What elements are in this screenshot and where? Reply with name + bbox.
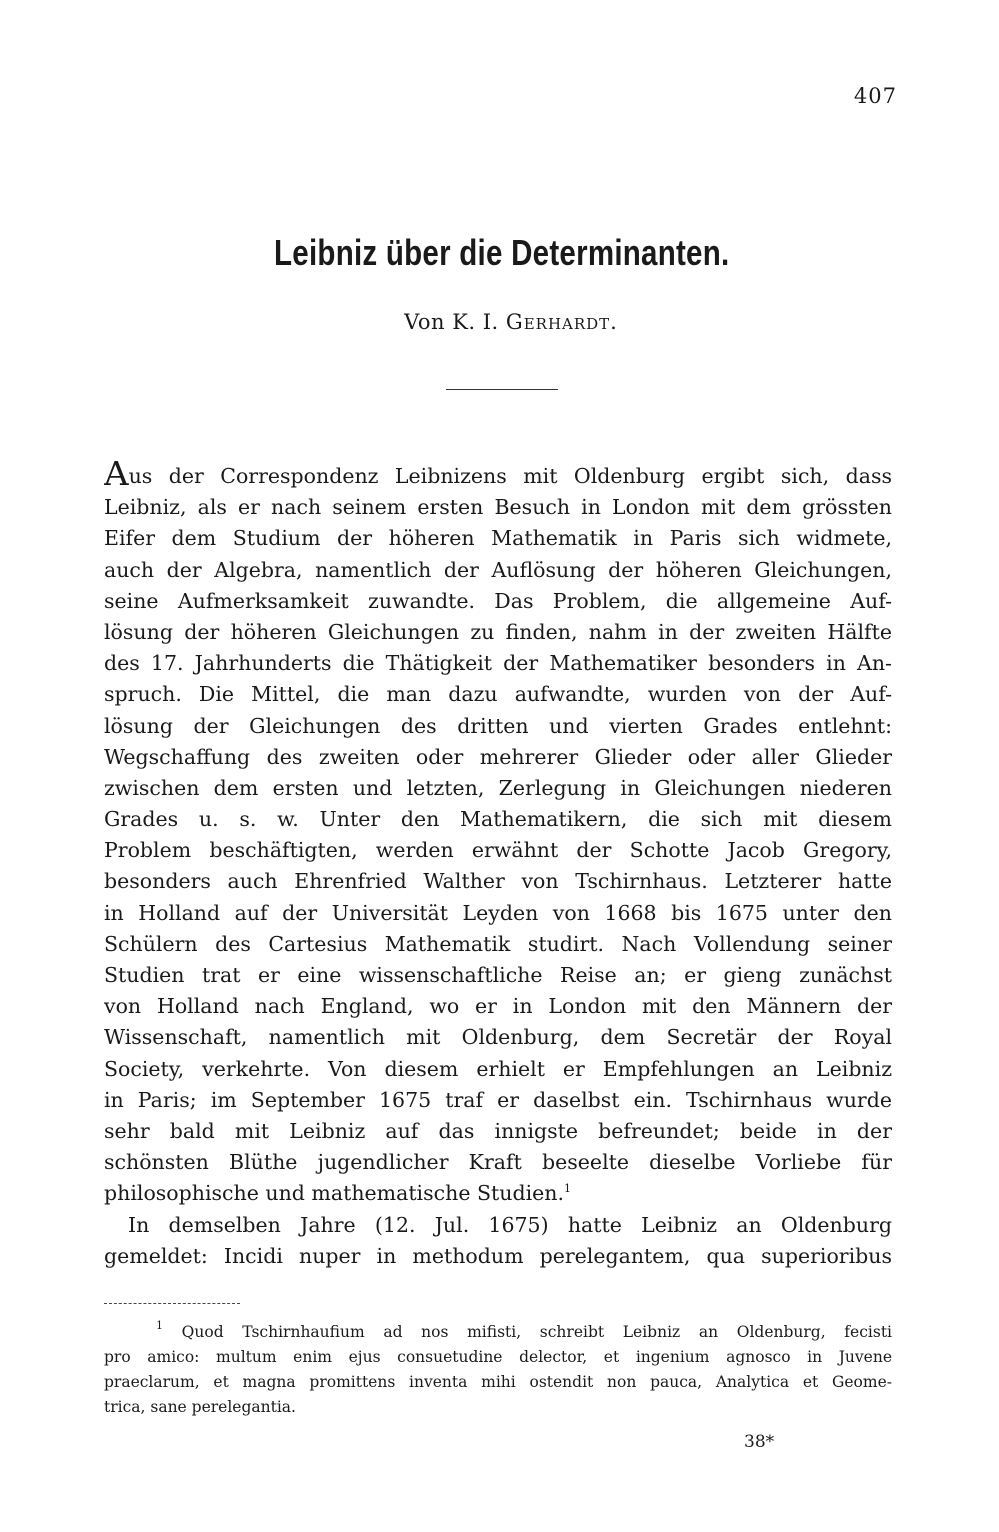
body-line: von Holland nach England, wo er in London mit den Männern der (104, 994, 892, 1019)
signature-mark: 38* (744, 1432, 775, 1452)
footnote-line (104, 1320, 892, 1345)
article-title: Leibniz über die Determinanten. (274, 232, 730, 273)
body-line: zwischen dem ersten und letzten, Zerlegung in Gleichungen niederen (104, 775, 892, 800)
body-line: spruch. Die Mittel, die man dazu aufwandte, wurden von der Auf- (104, 682, 892, 707)
body-line: Wissenschaft, namentlich mit Oldenburg, dem Secretär der Royal (104, 1025, 892, 1050)
body-line: Eifer dem Studium der höheren Mathematik in Paris sich widmete, (104, 526, 892, 551)
footnote-line: pro amico: multum enim ejus consuetudine delector, et ingenium agnosco in Juvene (104, 1348, 892, 1366)
footnote-line-text: Quod Tschirnhaufium ad nos mifisti, schreibt Leibniz an Oldenburg, fecisti (181, 1323, 892, 1341)
footnote-reference[interactable]: 1 (563, 1182, 571, 1196)
body-line: Society, verkehrte. Von diesem erhielt er Empfehlungen an Leibniz (104, 1056, 892, 1081)
footnote (104, 1320, 892, 1420)
footnote-rule (104, 1303, 240, 1304)
body-line-text: philosophische und mathematische Studien. (104, 1181, 564, 1206)
body-line: seine Aufmerksamkeit zuwandte. Das Problem, die allgemeine Auf- (104, 588, 892, 613)
body-line: In demselben Jahre (12. Jul. 1675) hatte Leibniz an Oldenburg (128, 1212, 892, 1237)
body-line-text: us der Correspondenz Leibnizens mit Oldenburg ergibt sich, dass (128, 464, 892, 488)
body-line (104, 461, 892, 492)
drop-cap: A (104, 461, 129, 493)
body-line: in Holland auf der Universität Leyden von 1668 bis 1675 unter den (104, 900, 892, 925)
body-line: Studien trat er eine wissenschaftliche Reise an; er gieng zunächst (104, 963, 892, 987)
body-line: Schülern des Cartesius Mathematik studirt. Nach Vollendung seiner (104, 931, 892, 956)
footnote-marker: 1 (156, 1320, 163, 1332)
body-line: in Paris; im September 1675 traf er daselbst ein. Tschirnhaus wurde (104, 1087, 892, 1112)
body-line: Wegschaffung des zweiten oder mehrerer Glieder oder aller Glieder (104, 744, 892, 769)
title-rule (446, 389, 558, 390)
body-line: schönsten Blüthe jugendlicher Kraft beseelte dieselbe Vorliebe für (104, 1150, 892, 1175)
body-line (104, 1178, 892, 1209)
body-line: besonders auch Ehrenfried Walther von Tschirnhaus. Letzterer hatte (104, 869, 892, 894)
byline (0, 310, 999, 334)
byline-prefix: Von K. I. (404, 310, 499, 334)
body-line: gemeldet: Incidi nuper in methodum perelegantem, qua superioribus (104, 1243, 892, 1268)
body-line: Problem beschäftigten, werden erwähnt der Schotte Jacob Gregory, (104, 838, 892, 863)
body-line: Grades u. s. w. Unter den Mathematikern, die sich mit diesem (104, 807, 892, 832)
body-line: lösung der höheren Gleichungen zu finden, nahm in der zweiten Hälfte (104, 619, 892, 644)
byline-author: Gerhardt. (505, 310, 618, 334)
body-line: auch der Algebra, namentlich der Auflösung der höheren Gleichungen, (104, 557, 892, 582)
body-line: des 17. Jahrhunderts die Thätigkeit der Mathematiker besonders in An- (104, 651, 892, 676)
page-number: 407 (853, 84, 897, 108)
body-line: lösung der Gleichungen des dritten und vierten Grades entlehnt: (104, 713, 892, 738)
body-line: Leibniz, als er nach seinem ersten Besuch in London mit dem grössten (104, 495, 892, 520)
body-line: sehr bald mit Leibniz auf das innigste befreundet; beide in der (104, 1118, 892, 1143)
footnote-line: praeclarum, et magna promittens inventa mihi ostendit non pauca, Analytica et Geome- (104, 1373, 892, 1391)
body-text (104, 461, 892, 1272)
footnote-line: trica, sane perelegantia. (104, 1398, 296, 1416)
